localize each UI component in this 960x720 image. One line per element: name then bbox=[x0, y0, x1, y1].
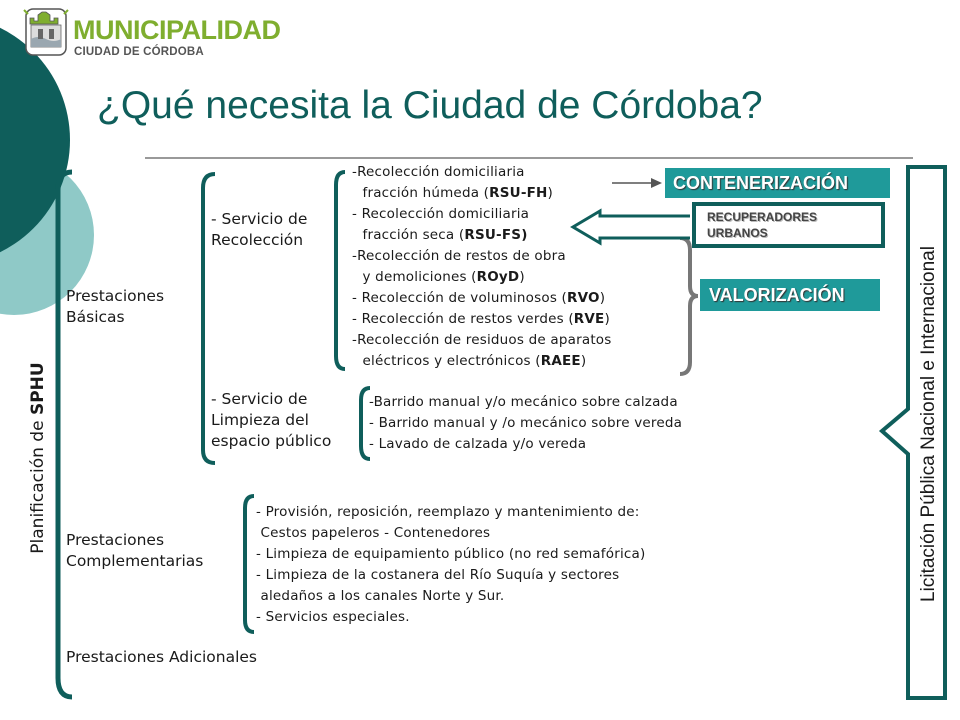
planning-label bbox=[28, 308, 52, 608]
valorizacion-box: VALORIZACIÓN bbox=[700, 279, 880, 311]
valorizacion-brace bbox=[680, 238, 698, 374]
recuperadores-line1: RECUPERADORES bbox=[707, 210, 818, 224]
list-item: - Provisión, reposición, reemplazo y mantenimiento de: bbox=[256, 504, 640, 520]
list-item: - Lavado de calzada y/o vereda bbox=[369, 436, 587, 452]
complementarias-bracket bbox=[245, 496, 254, 632]
service-recoleccion: - Servicio de Recolección bbox=[211, 210, 308, 249]
list-item: - Recolección domiciliaria bbox=[352, 206, 530, 222]
page-title: ¿Qué necesita la Ciudad de Córdoba? bbox=[97, 84, 763, 127]
code-rsu-fh: RSU-FH bbox=[489, 185, 548, 201]
city-shield-icon bbox=[24, 9, 68, 55]
list-item: Cestos papeleros - Contenedores bbox=[256, 525, 491, 541]
recoleccion-list bbox=[352, 162, 612, 372]
list-item: - Servicios especiales. bbox=[256, 609, 410, 625]
list-item: - Limpieza de equipamiento público (no red semafórica) bbox=[256, 546, 646, 562]
list-item: - Recolección de voluminosos (RVO) bbox=[352, 290, 606, 306]
list-item: fracción húmeda (RSU-FH) bbox=[358, 185, 554, 201]
category-adicionales: Prestaciones Adicionales bbox=[66, 648, 257, 666]
list-item: -Recolección de residuos de aparatos bbox=[352, 332, 612, 348]
list-item: -Barrido manual y/o mecánico sobre calzada bbox=[369, 394, 678, 410]
list-item: - Limpieza de la costanera del Río Suquía y sectores bbox=[256, 567, 620, 583]
code-raee: RAEE bbox=[540, 353, 581, 369]
list-item: y demoliciones (ROyD) bbox=[358, 269, 525, 285]
tender-label: Licitación Pública Nacional e Internacional bbox=[918, 246, 939, 602]
code-rsu-fs: RSU-FS) bbox=[464, 227, 528, 243]
planning-label-prefix: Planificación de bbox=[28, 415, 48, 554]
list-item: aledaños a los canales Norte y Sur. bbox=[256, 588, 505, 604]
list-item: fracción seca (RSU-FS) bbox=[358, 227, 528, 243]
recoleccion-bracket bbox=[336, 172, 345, 369]
code-rvo: RVO bbox=[567, 290, 600, 306]
list-item: eléctricos y electrónicos (RAEE) bbox=[358, 353, 587, 369]
service-limpieza: - Servicio de Limpieza del espacio público bbox=[211, 390, 332, 450]
logo-name: MUNICIPALIDAD bbox=[73, 15, 281, 45]
arrow-contenerizacion-head bbox=[651, 178, 662, 188]
list-item: - Recolección de restos verdes (RVE) bbox=[352, 311, 610, 327]
category-basicas: Prestaciones Básicas bbox=[66, 287, 165, 326]
recuperadores-box bbox=[692, 202, 885, 248]
code-royd: ROyD bbox=[476, 269, 520, 285]
list-item: - Barrido manual y /o mecánico sobre vereda bbox=[369, 415, 683, 431]
contenerizacion-box: CONTENERIZACIÓN bbox=[665, 168, 890, 198]
recuperadores-line2: URBANOS bbox=[707, 226, 768, 240]
limpieza-list bbox=[369, 392, 682, 455]
complementarias-list bbox=[256, 502, 645, 628]
list-item: -Recolección de restos de obra bbox=[352, 248, 566, 264]
list-item: -Recolección domiciliaria bbox=[352, 164, 525, 180]
logo-city: CIUDAD DE CÓRDOBA bbox=[74, 46, 204, 58]
code-rve: RVE bbox=[573, 311, 605, 327]
category-complementarias: Prestaciones Complementarias bbox=[66, 531, 204, 570]
planning-label-bold: SPHU bbox=[28, 362, 48, 416]
